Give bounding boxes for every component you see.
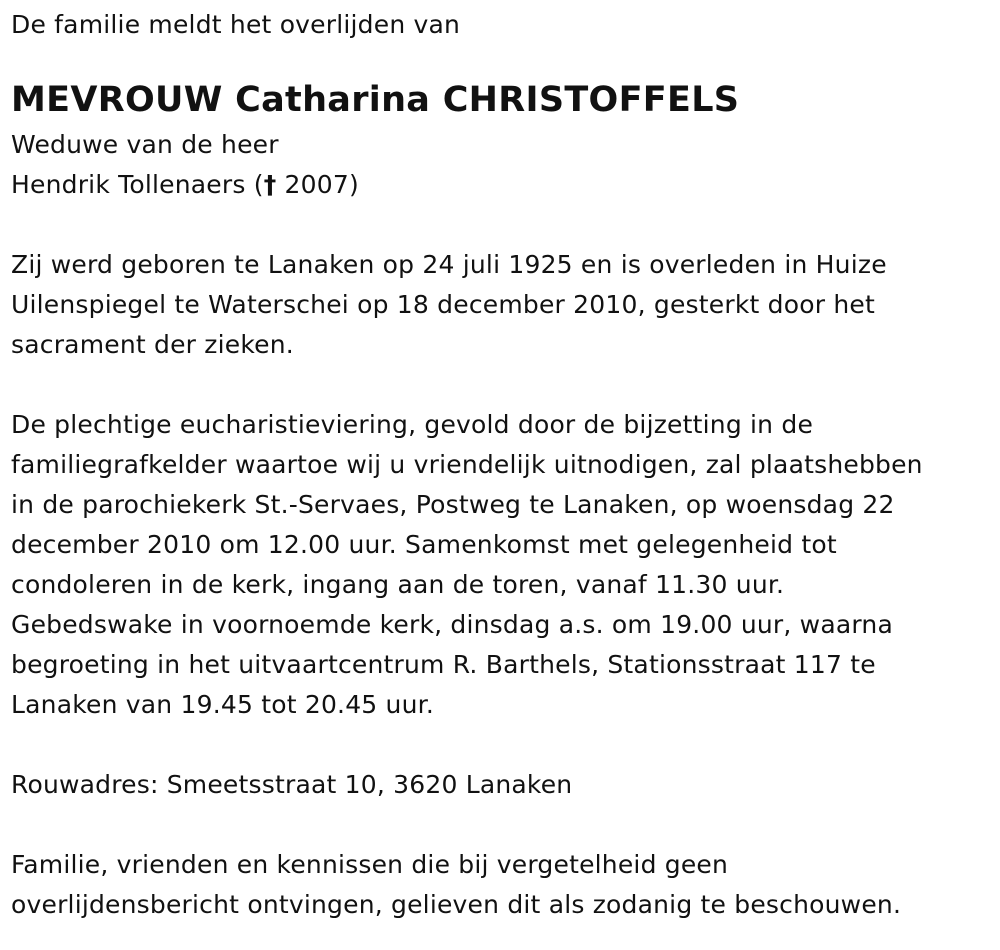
- birth-paragraph: [11, 245, 986, 365]
- paragraph-line: Zij werd geboren te Lanaken op 24 juli 1925 en is overleden in Huize: [11, 250, 887, 279]
- spacer: [11, 365, 986, 405]
- mourning-address: Rouwadres: Smeetsstraat 10, 3620 Lanaken: [11, 770, 573, 799]
- paragraph-line: begroeting in het uitvaartcentrum R. Barthels, Stationsstraat 117 te: [11, 650, 876, 679]
- deceased-name: MEVROUW Catharina CHRISTOFFELS: [11, 80, 740, 120]
- paragraph-line: december 2010 om 12.00 uur. Samenkomst met gelegenheid tot: [11, 530, 837, 559]
- paragraph-line: Uilenspiegel te Waterschei op 18 december 2010, gesterkt door het: [11, 290, 875, 319]
- cross-icon: †: [263, 170, 277, 199]
- intro-text: De familie meldt het overlijden van: [11, 10, 461, 39]
- paragraph-line: Gebedswake in voornoemde kerk, dinsdag a.s. om 19.00 uur, waarna: [11, 610, 893, 639]
- paragraph-line: De plechtige eucharistieviering, gevold door de bijzetting in de: [11, 410, 814, 439]
- spacer: [11, 205, 986, 245]
- paragraph-line: condoleren in de kerk, ingang aan de toren, vanaf 11.30 uur.: [11, 570, 785, 599]
- spacer: [11, 725, 986, 765]
- spouse-name: Hendrik Tollenaers (: [11, 170, 264, 199]
- spacer: [11, 805, 986, 845]
- spouse-line: [11, 165, 986, 205]
- paragraph-line: overlijdensbericht ontvingen, gelieven dit als zodanig te beschouwen.: [11, 890, 902, 919]
- paragraph-line: Familie, vrienden en kennissen die bij vergetelheid geen: [11, 850, 729, 879]
- ceremony-paragraph: [11, 405, 986, 725]
- paragraph-line: in de parochiekerk St.-Servaes, Postweg te Lanaken, op woensdag 22: [11, 490, 895, 519]
- paragraph-line: sacrament der zieken.: [11, 330, 294, 359]
- spouse-death-year: 2007): [276, 170, 359, 199]
- closing-paragraph: [11, 845, 986, 925]
- widow-line: Weduwe van de heer: [11, 130, 279, 159]
- paragraph-line: Lanaken van 19.45 tot 20.45 uur.: [11, 690, 434, 719]
- death-announcement: [11, 0, 986, 925]
- paragraph-line: familiegrafkelder waartoe wij u vriendelijk uitnodigen, zal plaatshebben: [11, 450, 923, 479]
